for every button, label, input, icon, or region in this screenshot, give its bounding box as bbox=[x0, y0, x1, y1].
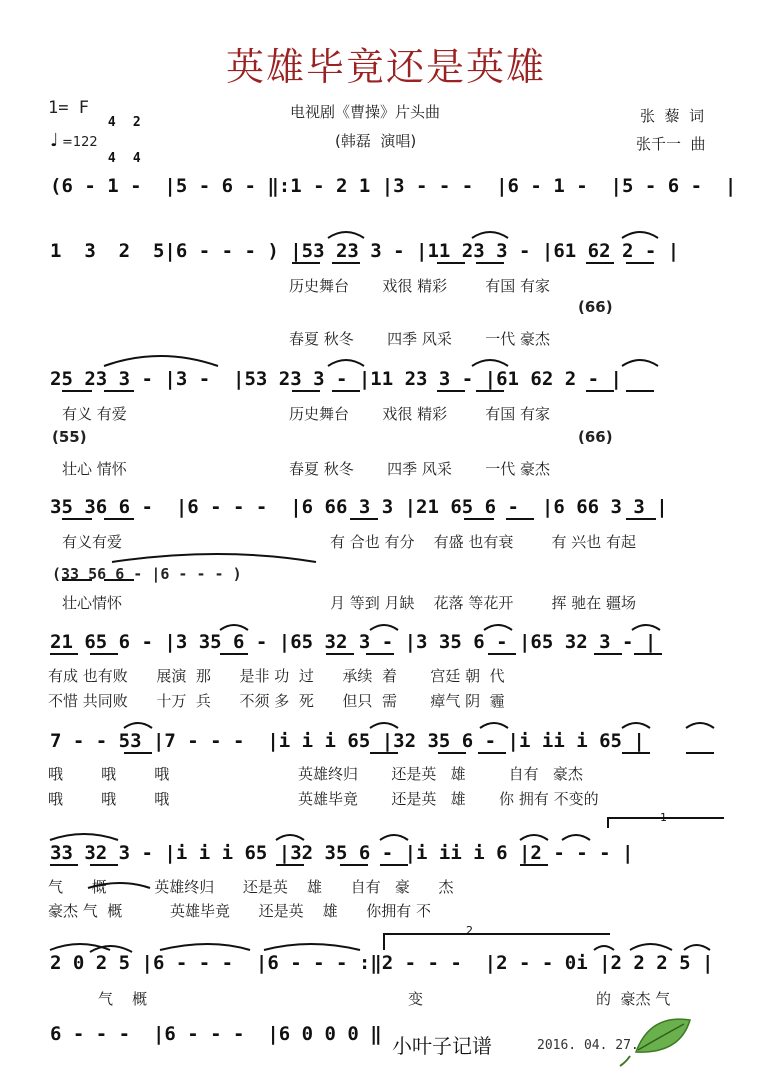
key-signature: 1= F bbox=[48, 98, 89, 118]
song-title: 英雄毕竟还是英雄 bbox=[225, 45, 546, 89]
lyric-line: 英雄终归 还是英 雄 自有 豪杰 bbox=[298, 765, 583, 783]
lyric-line: (66) bbox=[578, 298, 613, 316]
lyricist-credit: 张 藜 词 bbox=[640, 107, 705, 125]
lyric-line: 有义 有爱 bbox=[62, 405, 127, 423]
lyric-line: (33 56 6 - |6 - - - ) bbox=[52, 565, 242, 583]
notation-row-3: 25 23 3 - |3 - |53 23 3 - |11 23 3 - |61 62 2 - | bbox=[50, 368, 622, 390]
notation-row-9: 6 - - - |6 - - - |6 0 0 0 ‖ bbox=[50, 1023, 382, 1045]
lyric-line: 壮心 情怀 bbox=[62, 460, 127, 478]
lyric-line: (55) bbox=[52, 428, 87, 446]
quarter-note-icon: ♩ bbox=[50, 130, 59, 151]
lyric-line: 变 bbox=[408, 990, 424, 1008]
singer-credit: (韩磊 演唱) bbox=[335, 132, 417, 150]
notation-row-4: 35 36 6 - |6 - - - |6 66 3 3 |21 65 6 - |6 66 3 3 | bbox=[50, 496, 668, 518]
time-sig-bottom: 4 bbox=[107, 151, 116, 166]
lyric-line: 有成 也有败 展演 那 是非 功 过 承续 着 宫廷 朝 代 bbox=[48, 667, 505, 685]
lyric-line: 月 等到 月缺 花落 等花开 挥 驰在 疆场 bbox=[330, 594, 637, 612]
notation-row-1: (6 - 1 - |5 - 6 - ‖:1 - 2 1 |3 - - - |6 - 1 - |5 - 6 - | bbox=[50, 175, 737, 197]
lyric-line: 壮心情怀 bbox=[62, 594, 123, 612]
notation-row-7: 33 32 3 - |i i i 65 |32 35 6 - |i ii i 6 |2 - - - | bbox=[50, 842, 634, 864]
volta-2-label: 2 bbox=[466, 924, 473, 937]
lyric-line: 春夏 秋冬 四季 风采 一代 豪杰 bbox=[289, 330, 551, 348]
notation-row-2: 1 3 2 5|6 - - - ) |53 23 3 - |11 23 3 - |61 62 2 - | bbox=[50, 240, 680, 262]
notation-row-8: 2 0 2 5 |6 - - - |6 - - - :‖2 - - - |2 - - 0i |2 2 2 5 | bbox=[50, 952, 714, 974]
time-sig-top: 4 bbox=[107, 115, 116, 130]
volta-1-label: 1 bbox=[660, 811, 667, 824]
leaf-icon bbox=[620, 1019, 690, 1066]
transcription-date: 2016. 04. 27. bbox=[537, 1038, 639, 1053]
time-sig-bottom: 4 bbox=[132, 151, 141, 166]
lyric-line: 历史舞台 戏很 精彩 有国 有家 bbox=[289, 405, 551, 423]
lyric-line: 气 概 bbox=[98, 990, 148, 1008]
lyric-line: 有 合也 有分 有盛 也有衰 有 兴也 有起 bbox=[330, 533, 637, 551]
subtitle: 电视剧《曹操》片头曲 bbox=[290, 103, 441, 121]
lyric-line: 豪杰 气 概 英雄毕竟 还是英 雄 你拥有 不 bbox=[48, 902, 432, 920]
notation-row-6: 7 - - 53 |7 - - - |i i i 65 |32 35 6 - |i ii i 65 | bbox=[50, 730, 645, 752]
notation-row-5: 21 65 6 - |3 35 6 - |65 32 3 - |3 35 6 - |65 32 3 - | bbox=[50, 631, 657, 653]
composer-credit: 张千一 曲 bbox=[636, 135, 706, 153]
lyric-line: 气 概 英雄终归 还是英 雄 自有 豪 杰 bbox=[48, 878, 454, 896]
lyric-line: 英雄毕竟 还是英 雄 你 拥有 不变的 bbox=[298, 790, 599, 808]
lyric-line: 不惜 共同败 十万 兵 不须 多 死 但只 需 瘴气 阴 霾 bbox=[48, 692, 505, 710]
lyric-line: (66) bbox=[578, 428, 613, 446]
transcriber-signature: 小叶子记谱 bbox=[392, 1034, 492, 1058]
tempo-marking: =122 bbox=[62, 135, 98, 150]
lyric-line: 的 豪杰 气 bbox=[596, 990, 671, 1008]
lyric-line: 春夏 秋冬 四季 风采 一代 豪杰 bbox=[289, 460, 551, 478]
time-sig-top: 2 bbox=[132, 115, 141, 130]
lyric-line: 哦 哦 哦 bbox=[48, 790, 170, 808]
lyric-line: 有义有爱 bbox=[62, 533, 123, 551]
lyric-line: 哦 哦 哦 bbox=[48, 765, 170, 783]
lyric-line: 历史舞台 戏很 精彩 有国 有家 bbox=[289, 277, 551, 295]
